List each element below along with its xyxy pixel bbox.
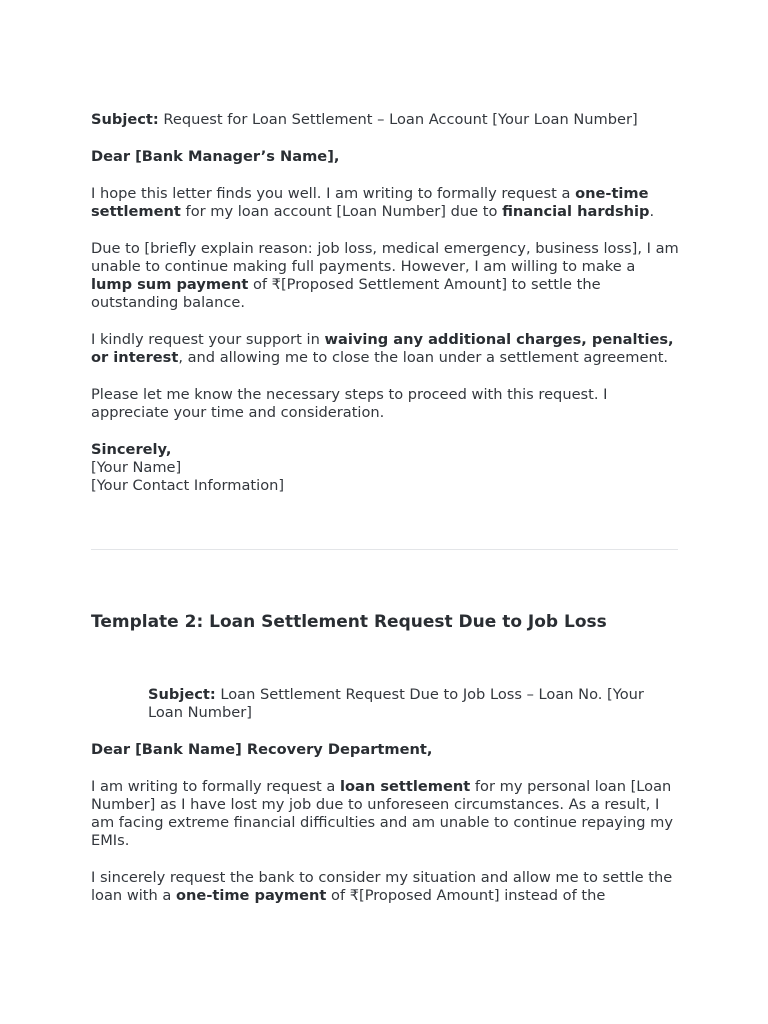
- signature-name: [Your Name]: [91, 459, 182, 477]
- t2-request-text-a: I sincerely request the bank to consider my situation and allow me to settle the loan with a: [91, 869, 673, 905]
- intro-text-c: for my loan account [Loan Number] due to: [180, 202, 503, 220]
- intro-text-a: I hope this letter finds you well. I am writing to formally request a: [91, 184, 576, 202]
- request-bold-waiving: waiving any additional charges, penalties, or interest: [91, 331, 674, 367]
- subject-text: Request for Loan Settlement – Loan Account [Your Loan Number]: [158, 111, 638, 128]
- template-2-heading: Template 2: Loan Settlement Request Due to Job Loss: [91, 612, 607, 632]
- paragraph-reason: [91, 240, 679, 313]
- paragraph-closing: [91, 386, 679, 422]
- t2-intro-text-a: I am writing to formally request a: [91, 777, 340, 795]
- paragraph-request: [91, 331, 679, 367]
- letter-template-1: [91, 111, 679, 496]
- template-2-subject-text: Loan Settlement Request Due to Job Loss – Loan No. [Your Loan Number]: [148, 686, 644, 722]
- template-2-subject-label: Subject:: [148, 686, 216, 703]
- signature-contact: [Your Contact Information]: [91, 477, 285, 495]
- template-2-salutation-text: Dear [Bank Name] Recovery Department,: [91, 741, 433, 758]
- t2-intro-bold-loan-settlement: loan settlement: [340, 777, 471, 795]
- salutation-text: Dear [Bank Manager’s Name],: [91, 147, 340, 165]
- request-text-c: , and allowing me to close the loan under a settlement agreement.: [178, 349, 669, 367]
- signature-block: [91, 441, 679, 496]
- intro-bold-financial-hardship: financial hardship: [502, 202, 650, 220]
- template-2-paragraph-intro: [91, 778, 679, 851]
- t2-request-text-c: of ₹[Proposed Amount] instead of the: [326, 887, 606, 905]
- reason-text-c: of ₹[Proposed Settlement Amount] to settle the outstanding balance.: [91, 276, 601, 312]
- reason-bold-lump-sum: lump sum payment: [91, 276, 249, 293]
- section-divider: [91, 549, 678, 550]
- template-2-salutation: [91, 741, 679, 759]
- closing-paragraph-text: Please let me know the necessary steps to proceed with this request. I appreciate your time and consideration.: [91, 386, 608, 422]
- subject-line: [91, 111, 679, 129]
- template-2-subject-line: [91, 686, 679, 722]
- paragraph-intro: [91, 185, 679, 221]
- salutation: [91, 148, 679, 166]
- intro-text-e: .: [649, 202, 655, 220]
- sign-off: Sincerely,: [91, 441, 172, 458]
- reason-text-a: Due to [briefly explain reason: job loss, medical emergency, business loss], I am unable to continue making full payments. However, I am willing to make a: [91, 239, 679, 275]
- letter-template-2: [91, 686, 679, 924]
- request-text-a: I kindly request your support in: [91, 331, 325, 348]
- t2-request-bold-one-time-payment: one-time payment: [176, 887, 327, 905]
- t2-intro-text-c: for my personal loan [Loan Number] as I have lost my job due to unforeseen circumstances. As a result, I am facing extreme financial difficulties and am unable to continue repaying my EMIs.: [91, 777, 673, 850]
- subject-label: Subject:: [91, 111, 159, 128]
- intro-bold-one-time-settlement: one-time settlement: [91, 184, 649, 220]
- template-2-paragraph-request: [91, 869, 679, 905]
